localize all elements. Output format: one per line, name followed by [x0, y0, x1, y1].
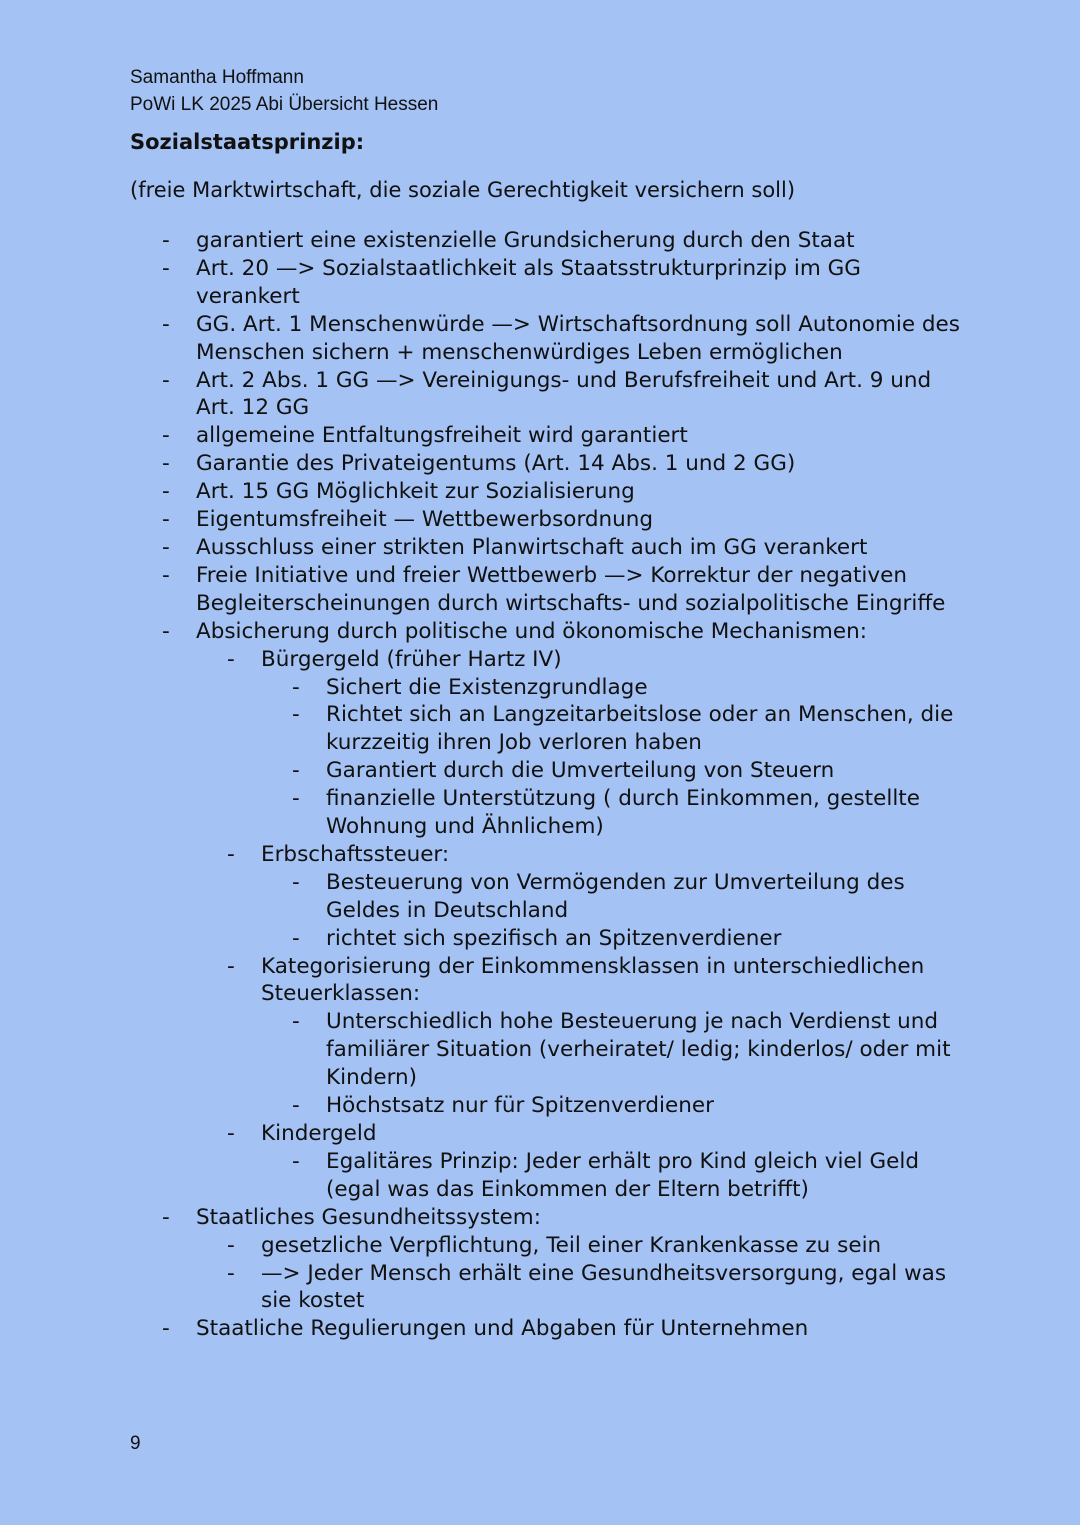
list-item: - Kindergeld [195, 1120, 970, 1148]
page-header [130, 64, 438, 118]
list-item: - Eigentumsfreiheit — Wettbewerbsordnung [130, 506, 970, 534]
list-item: - Ausschluss einer strikten Planwirtschaft auch im GG verankert [130, 534, 970, 562]
page-number: 9 [130, 1433, 141, 1454]
list-item: - finanzielle Unterstützung ( durch Einkommen, gestellte Wohnung und Ähnlichem) [260, 785, 970, 841]
list-item: - Garantie des Privateigentums (Art. 14 Abs. 1 und 2 GG) [130, 450, 970, 478]
list-item: - Staatliche Regulierungen und Abgaben für Unternehmen [130, 1315, 970, 1343]
list-item: - Art. 15 GG Möglichkeit zur Sozialisierung [130, 478, 970, 506]
list-item: - allgemeine Entfaltungsfreiheit wird garantiert [130, 422, 970, 450]
list-item: - Absicherung durch politische und ökonomische Mechanismen: [130, 618, 970, 646]
list-item: - Freie Initiative und freier Wettbewerb —> Korrektur der negativen Begleiterscheinungen durch wirtschafts- und sozialpolitische Eingriffe [130, 562, 970, 618]
list-item: - gesetzliche Verpflichtung, Teil einer Krankenkasse zu sein [195, 1232, 970, 1260]
list-item: - Art. 20 —> Sozialstaatlichkeit als Staatsstrukturprinzip im GG verankert [130, 255, 970, 311]
bullet-list [130, 227, 970, 1343]
list-item: - Besteuerung von Vermögenden zur Umverteilung des Geldes in Deutschland [260, 869, 970, 925]
section-intro: (freie Marktwirtschaft, die soziale Gerechtigkeit versichern soll) [130, 178, 796, 202]
list-item: - Erbschaftssteuer: [195, 841, 970, 869]
list-item: - Richtet sich an Langzeitarbeitslose oder an Menschen, die kurzzeitig ihren Job verloren haben [260, 701, 970, 757]
list-item: - Kategorisierung der Einkommensklassen in unterschiedlichen Steuerklassen: [195, 953, 970, 1009]
list-item: - Höchstsatz nur für Spitzenverdiener [260, 1092, 970, 1120]
list-item: - Egalitäres Prinzip: Jeder erhält pro Kind gleich viel Geld (egal was das Einkommen der Eltern betrifft) [260, 1148, 970, 1204]
document-subtitle: PoWi LK 2025 Abi Übersicht Hessen [130, 94, 439, 115]
list-item: - Staatliches Gesundheitssystem: [130, 1204, 970, 1232]
list-item: - GG. Art. 1 Menschenwürde —> Wirtschaftsordnung soll Autonomie des Menschen sichern + menschenwürdiges Leben ermöglichen [130, 311, 970, 367]
list-item: - Art. 2 Abs. 1 GG —> Vereinigungs- und Berufsfreiheit und Art. 9 und Art. 12 GG [130, 367, 970, 423]
list-item: - Sichert die Existenzgrundlage [260, 674, 970, 702]
list-item: - Garantiert durch die Umverteilung von Steuern [260, 757, 970, 785]
author-name: Samantha Hoffmann [130, 67, 304, 88]
list-item: - Bürgergeld (früher Hartz IV) [195, 646, 970, 674]
section-title: Sozialstaatsprinzip: [130, 130, 365, 154]
list-item: - —> Jeder Mensch erhält eine Gesundheitsversorgung, egal was sie kostet [195, 1260, 970, 1316]
list-item: - richtet sich spezifisch an Spitzenverdiener [260, 925, 970, 953]
list-item: - Unterschiedlich hohe Besteuerung je nach Verdienst und familiärer Situation (verheiratet/ ledig; kinderlos/ oder mit Kindern) [260, 1008, 970, 1092]
list-item: - garantiert eine existenzielle Grundsicherung durch den Staat [130, 227, 970, 255]
